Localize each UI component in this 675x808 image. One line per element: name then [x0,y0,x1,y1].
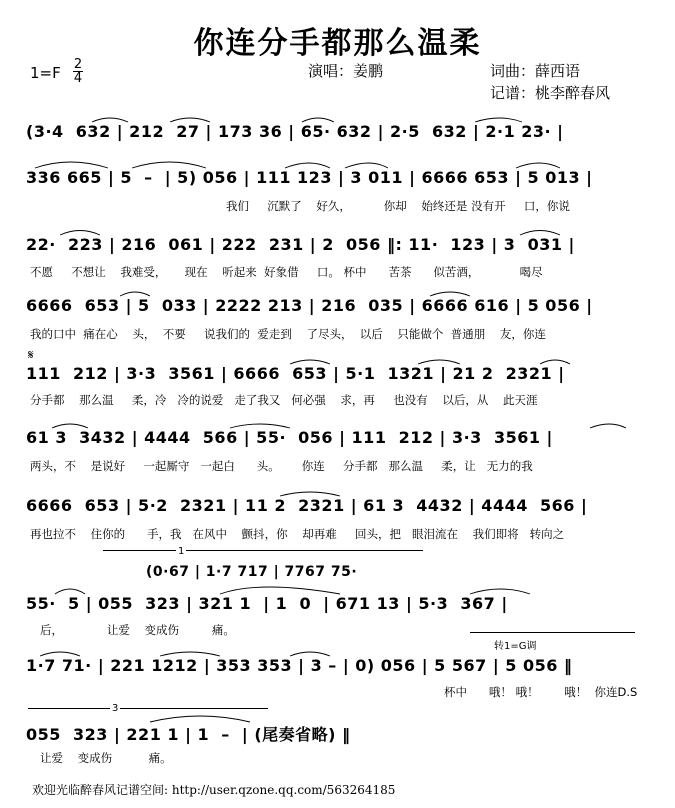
modulation-label: 转1=G调 [494,641,537,652]
first-ending-label: 1 [178,546,185,557]
time-signature-top: 2 [73,57,83,72]
score-row-1 [26,122,656,141]
notes-row-7: 6666 653 | 5·2 2321 | 11 2 2321 | 61 3 4432 | 4444 566 | [26,496,588,515]
transcriber-credit: 记谱：桃李醉春风 [490,84,611,102]
notes-row-8: 55· 5 | 055 323 | 321 1 | 1 0 | 671 13 | 5·3 367 | [26,594,508,613]
notes-row-9: 1·7 71· | 221 1212 | 353 353 | 3 – | 0) 056 | 5 567 | 5 056 ‖ [26,656,573,675]
notes-row-10: 055 323 | 221 1 | 1 – | (尾奏省略) ‖ [26,725,351,744]
score-row-2 [26,168,656,213]
lyrics-row-2: 我们 沉默了 好久， 你却 始终还是 没有开 口，你说 [226,199,570,213]
notes-row-4: 6666 653 | 5 033 | 2222 213 | 216 035 | 6666 616 | 5 056 | [26,296,593,315]
notes-row-5: 111 212 | 3·3 3561 | 6666 653 | 5·1 1321 | 21 2 2321 | [26,364,565,383]
score-row-9 [26,656,656,699]
notes-row-2: 336 665 | 5 – | 5) 056 | 111 123 | 3 011 | 6666 653 | 5 013 | [26,168,593,187]
song-title: 你连分手都那么温柔 [193,26,482,61]
third-ending-bracket [28,708,268,709]
lyrics-row-5: 分手都 那么温 柔，冷 冷的说爱 走了我又 何必强 求，再 也没有 以后，从 此天涯 [30,393,538,407]
time-signature [73,58,83,85]
interlude-notes: (0·67 | 1·7 717 | 7767 75· [146,564,363,580]
singer-credit: 演唱：姜鹏 [308,62,384,80]
notes-row-1: (3·4 632 | 212 27 | 173 36 | 65· 632 | 2·5 632 | 2·1 23· | [26,122,564,141]
lyrics-row-4: 我的口中 痛在心 头， 不要 说我们的 爱走到 了尽头， 以后 只能做个 普通朋 友，你连 [30,327,546,341]
lyrics-row-8: 后， 让爱 变成伤 痛。 [40,623,235,637]
third-ending-label: 3 [112,703,119,714]
score-row-6 [26,428,656,473]
lyrics-row-7: 再也拉不 住你的 手，我 在风中 颤抖，你 却再难 回头，把 眼泪流在 我们即将 转向之 [30,527,565,541]
score-row-7 [26,496,656,541]
lyricist-credit: 词曲：薛西语 [490,62,581,80]
score-row-8 [26,594,656,637]
first-ending-bracket [103,550,423,551]
modulation-bracket [470,632,635,633]
score-row-5 [26,364,656,407]
score-row-10 [26,722,656,765]
time-signature-bottom: 4 [73,71,83,86]
score-row-4 [26,296,656,341]
lyrics-row-10: 让爱 变成伤 痛。 [40,751,172,765]
score-row-3 [26,235,656,279]
lyrics-row-3: 不愿 不想让 我难受， 现在 听起来 好象借 口。 杯中 苦茶 似苦酒， 喝尽 [30,265,543,279]
notes-row-3: 22· 223 | 216 061 | 222 231 | 2 056 ‖: 11· 123 | 3 031 | [26,235,575,254]
segno-icon: 𝄋 [28,348,34,363]
lyrics-row-9: 杯中 哦！ 哦！ 哦！ 你连D.S [444,685,638,699]
footer-text: 欢迎光临醉春风记谱空间: http://user.qzone.qq.com/563264185 [32,783,396,797]
lyrics-row-6: 两头，不 是说好 一起厮守 一起白 头。 你连 分手都 那么温 柔，让 无力的我 [30,459,533,473]
key-signature: 1=F [30,64,61,82]
notes-row-6: 61 3 3432 | 4444 566 | 55· 056 | 111 212 | 3·3 3561 | [26,428,553,447]
